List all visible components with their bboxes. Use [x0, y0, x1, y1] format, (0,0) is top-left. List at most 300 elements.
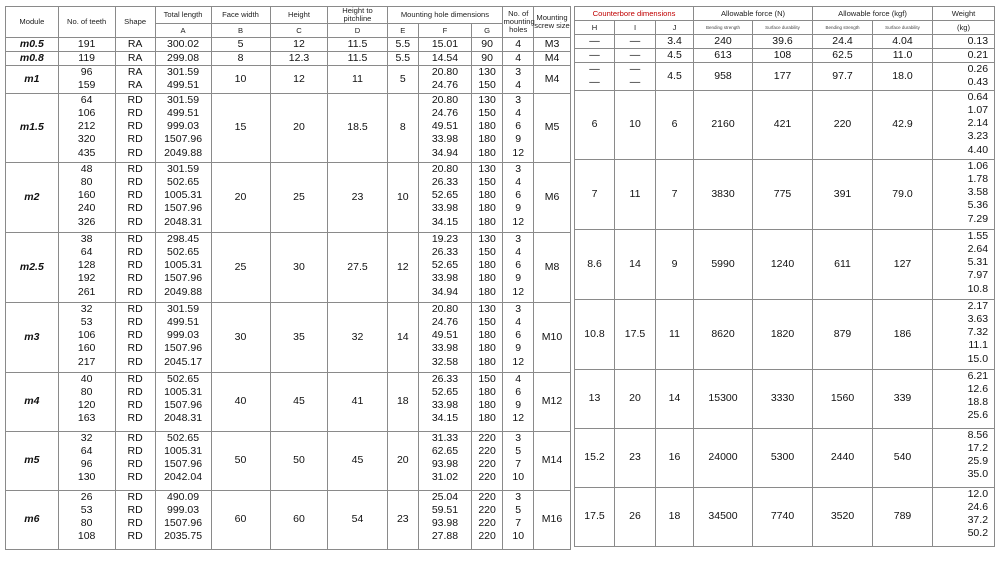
cell-line: 999.03 [167, 503, 200, 516]
cell-line: 4.40 [967, 143, 989, 156]
cell-line: RD [127, 93, 143, 106]
cell-C: 45 [270, 372, 328, 431]
table-row [6, 372, 571, 431]
cell-holes [503, 232, 534, 302]
cell-weight [933, 229, 995, 299]
cell-line: RD [127, 120, 143, 133]
cell-F [419, 232, 472, 302]
header-A: A [155, 24, 211, 38]
cell-kgf_surf: 4.04 [873, 35, 933, 49]
cell-E: 5 [387, 66, 419, 94]
cell-kgf_bend: 62.5 [813, 49, 873, 63]
cell-G [471, 162, 503, 232]
cell-D: 11.5 [328, 38, 387, 52]
cell-kgf_bend: 220 [813, 90, 873, 159]
cell-line: 130 [478, 302, 496, 315]
cell-line: 20.80 [431, 302, 459, 315]
cell-line: 220 [478, 530, 496, 543]
cell-line: 1507.96 [164, 458, 203, 471]
cell-holes [503, 93, 534, 162]
cell-line: 26 [80, 490, 93, 503]
table-row [6, 490, 571, 549]
cell-N_bend: 2160 [694, 90, 753, 159]
cell-line: 17.2 [967, 441, 989, 454]
cell-shape [115, 372, 155, 431]
cell-line: 502.65 [167, 175, 200, 188]
cell-line: — [589, 35, 600, 47]
force-body [575, 35, 995, 547]
cell-N_bend: 34500 [694, 487, 753, 546]
cell-H [575, 369, 615, 428]
cell-line: 80 [80, 175, 93, 188]
cell-line: 220 [478, 431, 496, 444]
cell-line: 130 [478, 162, 496, 175]
cell-line: 180 [478, 329, 496, 342]
cell-holes [503, 52, 534, 66]
cell-G [471, 372, 503, 431]
header-counterbore: Counterbore dimensions [575, 7, 694, 21]
cell-line: 9 [515, 133, 522, 146]
header-N-bending: Bending strength [694, 21, 753, 35]
cell-module: m0.8 [6, 52, 59, 66]
cell-teeth [58, 66, 115, 94]
cell-module: m6 [6, 490, 59, 549]
header-I: I [615, 21, 656, 35]
cell-H [575, 49, 615, 63]
cell-line: 326 [77, 215, 96, 228]
cell-F [419, 490, 472, 549]
cell-I [615, 487, 656, 546]
cell-line: RD [127, 412, 143, 425]
cell-line: 52.65 [431, 259, 459, 272]
cell-line: 26.33 [431, 372, 459, 385]
cell-A [155, 52, 211, 66]
cell-D: 54 [328, 490, 387, 549]
cell-module: m2 [6, 162, 59, 232]
cell-line: 2048.31 [164, 215, 203, 228]
cell-shape [115, 52, 155, 66]
cell-line: 59.51 [431, 503, 459, 516]
cell-line: 4 [515, 106, 522, 119]
cell-E: 23 [387, 490, 419, 549]
header-weight-unit: (kg) [933, 21, 995, 35]
cell-N_bend: 958 [694, 63, 753, 91]
cell-line: — [589, 63, 600, 75]
cell-line: 5.31 [967, 256, 989, 269]
header-kgf-bending: Bending strength [813, 21, 873, 35]
header-H: H [575, 21, 615, 35]
cell-line: 220 [478, 444, 496, 457]
cell-line: 119 [78, 52, 96, 64]
cell-line: 180 [478, 215, 496, 228]
cell-line: 299.08 [167, 52, 200, 64]
cell-line: — [629, 63, 641, 75]
cell-line: 10 [629, 118, 641, 131]
cell-line: 64 [80, 93, 93, 106]
cell-screw: M14 [534, 431, 571, 490]
cell-line: RD [127, 517, 143, 530]
cell-H [575, 229, 615, 299]
cell-line: 3 [515, 232, 522, 245]
cell-B: 8 [211, 52, 270, 66]
cell-line: — [629, 76, 641, 89]
cell-line: 130 [478, 232, 496, 245]
cell-line: 3 [515, 490, 522, 503]
cell-holes [503, 490, 534, 549]
cell-shape [115, 93, 155, 162]
cell-line: 261 [77, 285, 96, 298]
table-row [575, 49, 995, 63]
cell-line: 150 [478, 79, 496, 92]
cell-line: 3 [515, 431, 522, 444]
cell-kgf_surf: 18.0 [873, 63, 933, 91]
cell-J: 16 [656, 428, 694, 487]
cell-G [471, 38, 503, 52]
cell-line: 14 [629, 257, 641, 270]
header-weight: Weight [933, 7, 995, 21]
cell-line: RD [127, 245, 143, 258]
cell-line: RD [127, 285, 143, 298]
header-F: F [419, 24, 472, 38]
cell-line: 62.65 [431, 444, 459, 457]
cell-line: 220 [478, 490, 496, 503]
cell-line: 8.6 [587, 257, 602, 270]
cell-line: 2049.88 [164, 285, 203, 298]
cell-weight [933, 299, 995, 369]
cell-J: 18 [656, 487, 694, 546]
cell-teeth [58, 431, 115, 490]
cell-line: 120 [77, 399, 96, 412]
cell-line: 17.5 [624, 327, 646, 340]
cell-N_bend: 613 [694, 49, 753, 63]
cell-line: 301.59 [167, 162, 200, 175]
cell-line: 26.33 [431, 245, 459, 258]
cell-teeth [58, 302, 115, 372]
cell-line: RA [127, 79, 143, 92]
cell-D: 18.5 [328, 93, 387, 162]
cell-line: 490.09 [167, 490, 200, 503]
cell-line: 26 [629, 510, 641, 523]
cell-holes [503, 372, 534, 431]
cell-line: 4 [515, 38, 522, 50]
cell-J: 9 [656, 229, 694, 299]
cell-line: 1005.31 [164, 259, 203, 272]
cell-teeth [58, 38, 115, 52]
cell-line: 130 [478, 66, 496, 78]
cell-line: 217 [77, 355, 96, 368]
cell-line: 9 [515, 202, 522, 215]
cell-line: 150 [478, 106, 496, 119]
cell-screw: M6 [534, 162, 571, 232]
cell-N_surf: 421 [753, 90, 813, 159]
cell-A [155, 232, 211, 302]
cell-kgf_bend: 1560 [813, 369, 873, 428]
cell-D: 45 [328, 431, 387, 490]
cell-line: 96 [80, 66, 93, 78]
cell-line: 12 [512, 146, 525, 159]
cell-line: 52.65 [431, 189, 459, 202]
cell-line: 1.55 [967, 229, 989, 242]
cell-line: RD [127, 232, 143, 245]
cell-line: 3 [515, 162, 522, 175]
table-row [6, 302, 571, 372]
cell-F [419, 372, 472, 431]
cell-line: 37.2 [967, 514, 989, 527]
cell-D: 32 [328, 302, 387, 372]
cell-line: RD [127, 471, 143, 484]
cell-line: 7.32 [967, 326, 989, 339]
cell-weight [933, 90, 995, 159]
cell-line: 33.98 [431, 202, 459, 215]
table-row [575, 159, 995, 229]
cell-G [471, 490, 503, 549]
cell-C: 12.3 [270, 52, 328, 66]
cell-E: 5.5 [387, 38, 419, 52]
cell-line: 10.8 [584, 327, 605, 340]
table-row [575, 35, 995, 49]
cell-line: 64 [80, 245, 93, 258]
cell-B: 60 [211, 490, 270, 549]
cell-line: RD [127, 133, 143, 146]
cell-line: 3 [515, 93, 522, 106]
table-row [6, 162, 571, 232]
cell-line: 96 [80, 458, 93, 471]
cell-kgf_surf: 789 [873, 487, 933, 546]
cell-line: 502.65 [167, 372, 200, 385]
table-row [6, 38, 571, 52]
cell-line: RD [127, 146, 143, 159]
cell-kgf_surf: 79.0 [873, 159, 933, 229]
cell-line: 6 [591, 118, 598, 131]
cell-line: 2.17 [967, 299, 989, 312]
cell-line: 1507.96 [164, 272, 203, 285]
cell-C: 30 [270, 232, 328, 302]
cell-E: 12 [387, 232, 419, 302]
cell-line: 20.80 [431, 162, 459, 175]
cell-line: 1.78 [967, 172, 989, 185]
cell-G [471, 93, 503, 162]
cell-line: 150 [478, 175, 496, 188]
cell-line: RD [127, 399, 143, 412]
header-face-width: Face width [211, 7, 270, 24]
cell-module: m1.5 [6, 93, 59, 162]
dimensions-body [6, 38, 571, 550]
cell-G [471, 232, 503, 302]
cell-C: 20 [270, 93, 328, 162]
cell-line: RD [127, 202, 143, 215]
cell-line: 38 [80, 232, 93, 245]
header-G: G [471, 24, 503, 38]
cell-D: 23 [328, 162, 387, 232]
cell-F [419, 38, 472, 52]
cell-line: 5 [515, 444, 522, 457]
cell-E: 10 [387, 162, 419, 232]
cell-N_surf: 1240 [753, 229, 813, 299]
cell-line: 301.59 [167, 66, 200, 78]
cell-line: RD [127, 458, 143, 471]
cell-line: 49.51 [431, 120, 459, 133]
cell-line: 10 [512, 530, 525, 543]
cell-line: RD [127, 530, 143, 543]
cell-teeth [58, 52, 115, 66]
cell-line: 2045.17 [164, 355, 203, 368]
cell-G [471, 52, 503, 66]
cell-line: 130 [478, 93, 496, 106]
cell-line: 7 [515, 517, 522, 530]
cell-line: 4 [515, 245, 522, 258]
cell-A [155, 372, 211, 431]
cell-kgf_bend: 3520 [813, 487, 873, 546]
cell-line: 12 [512, 215, 525, 228]
cell-line: 6 [515, 385, 522, 398]
cell-line: RD [127, 302, 143, 315]
cell-B: 30 [211, 302, 270, 372]
cell-weight [933, 159, 995, 229]
cell-line: RD [127, 329, 143, 342]
cell-line: 163 [77, 412, 96, 425]
cell-screw: M12 [534, 372, 571, 431]
cell-screw: M16 [534, 490, 571, 549]
cell-kgf_surf: 11.0 [873, 49, 933, 63]
cell-G [471, 302, 503, 372]
cell-H [575, 428, 615, 487]
cell-F [419, 93, 472, 162]
cell-line: 10 [512, 471, 525, 484]
cell-line: RD [127, 189, 143, 202]
cell-I [615, 90, 656, 159]
cell-line: 212 [77, 120, 96, 133]
cell-B: 10 [211, 66, 270, 94]
cell-line: 17.5 [584, 510, 605, 523]
cell-line: 240 [77, 202, 96, 215]
cell-line: 1507.96 [164, 517, 203, 530]
cell-line: 3 [515, 302, 522, 315]
cell-line: 20 [629, 392, 641, 405]
cell-line: 320 [77, 133, 96, 146]
cell-line: 301.59 [167, 302, 200, 315]
cell-H [575, 35, 615, 49]
cell-line: 150 [478, 245, 496, 258]
cell-line: 6 [515, 259, 522, 272]
table-row [6, 232, 571, 302]
cell-line: 1.06 [967, 159, 989, 172]
cell-module: m0.5 [6, 38, 59, 52]
cell-weight [933, 49, 995, 63]
cell-kgf_bend: 97.7 [813, 63, 873, 91]
cell-J: 11 [656, 299, 694, 369]
header-J: J [656, 21, 694, 35]
cell-line: RD [127, 385, 143, 398]
cell-N_bend: 15300 [694, 369, 753, 428]
cell-shape [115, 431, 155, 490]
cell-holes [503, 38, 534, 52]
cell-teeth [58, 232, 115, 302]
cell-screw: M10 [534, 302, 571, 372]
cell-line: 32 [80, 302, 93, 315]
cell-line: 80 [80, 385, 93, 398]
force-table [574, 6, 995, 547]
cell-line: 108 [77, 530, 96, 543]
cell-line: 33.98 [431, 399, 459, 412]
cell-line: 4 [515, 52, 522, 64]
cell-line: 34.15 [431, 412, 459, 425]
cell-line: 220 [478, 503, 496, 516]
header-allowable-kgf: Allowable force (kgf) [813, 7, 933, 21]
cell-A [155, 431, 211, 490]
cell-teeth [58, 490, 115, 549]
cell-I [615, 159, 656, 229]
cell-line: 435 [77, 146, 96, 159]
cell-line: 33.98 [431, 342, 459, 355]
cell-kgf_bend: 24.4 [813, 35, 873, 49]
cell-line: 7 [591, 187, 598, 200]
cell-line: 25.6 [967, 409, 989, 422]
cell-line: 12 [512, 355, 525, 368]
cell-kgf_bend: 879 [813, 299, 873, 369]
cell-line: 160 [77, 189, 96, 202]
cell-line: 220 [478, 458, 496, 471]
cell-line: 180 [478, 120, 496, 133]
cell-line: 5 [515, 503, 522, 516]
cell-line: 27.88 [431, 530, 459, 543]
cell-line: 106 [77, 106, 96, 119]
cell-D: 11 [328, 66, 387, 94]
cell-line: 64 [80, 444, 93, 457]
cell-line: 301.59 [167, 93, 200, 106]
cell-B: 25 [211, 232, 270, 302]
cell-line: 191 [77, 38, 96, 50]
cell-D: 27.5 [328, 232, 387, 302]
cell-line: 8.56 [967, 428, 989, 441]
cell-line: 180 [478, 342, 496, 355]
cell-line: RD [127, 372, 143, 385]
cell-weight [933, 428, 995, 487]
cell-module: m5 [6, 431, 59, 490]
cell-C: 50 [270, 431, 328, 490]
cell-line: 34.94 [431, 146, 459, 159]
cell-teeth [58, 93, 115, 162]
cell-A [155, 490, 211, 549]
cell-line: 34.15 [431, 215, 459, 228]
cell-line: — [589, 76, 600, 89]
cell-line: 999.03 [167, 120, 200, 133]
cell-line: RA [127, 38, 143, 50]
cell-line: 180 [478, 259, 496, 272]
header-D: D [328, 24, 387, 38]
cell-line: 6.21 [967, 369, 989, 382]
cell-weight [933, 487, 995, 546]
table-row [575, 63, 995, 91]
cell-line: RD [127, 175, 143, 188]
cell-line: 25.04 [431, 490, 459, 503]
cell-holes [503, 162, 534, 232]
cell-line: RD [127, 490, 143, 503]
cell-line: 26.33 [431, 175, 459, 188]
cell-C: 35 [270, 302, 328, 372]
cell-shape [115, 66, 155, 94]
cell-line: 9 [515, 342, 522, 355]
cell-line: 24.76 [431, 79, 459, 92]
cell-line: 2.64 [967, 242, 989, 255]
cell-J: 3.4 [656, 35, 694, 49]
cell-line: 33.98 [431, 272, 459, 285]
cell-line: RD [127, 342, 143, 355]
cell-F [419, 66, 472, 94]
header-height-pitch: Height to pitchline [328, 7, 387, 24]
cell-line: 7.97 [967, 269, 989, 282]
cell-C: 60 [270, 490, 328, 549]
cell-line: 1507.96 [164, 133, 203, 146]
